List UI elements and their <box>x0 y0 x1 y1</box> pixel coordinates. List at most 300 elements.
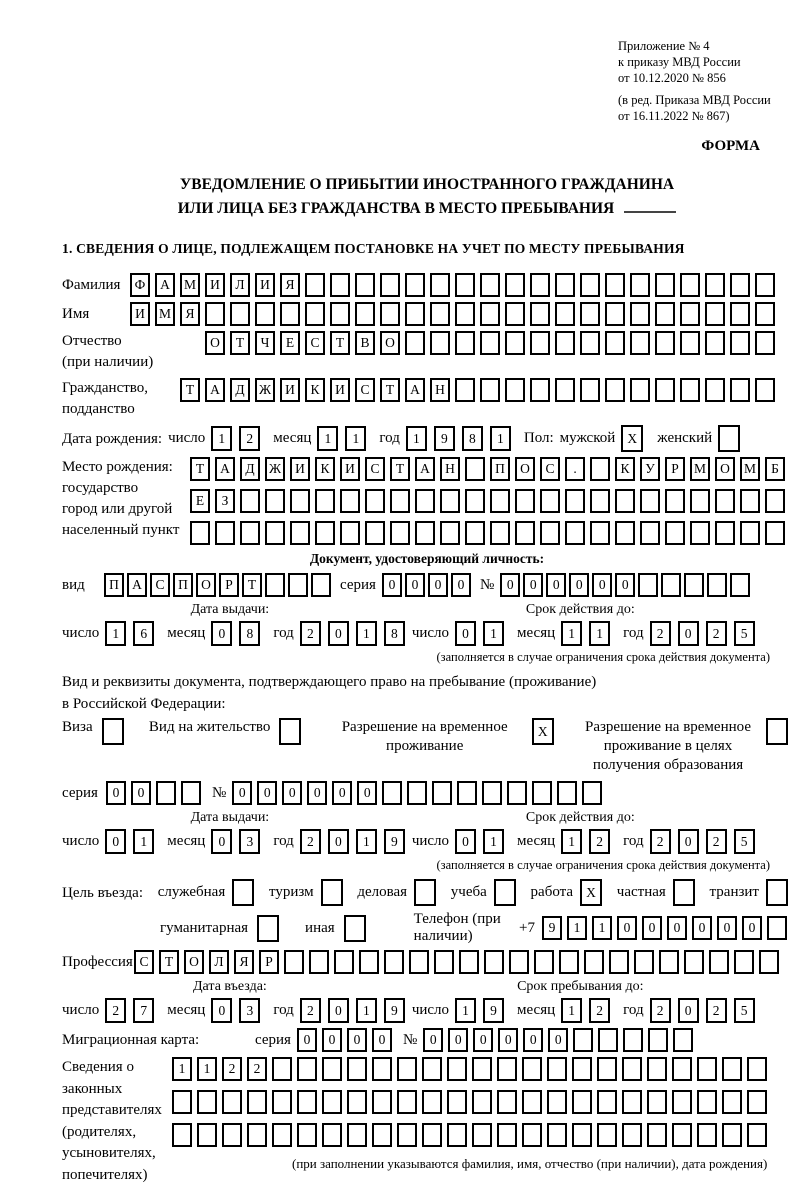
char-cell[interactable]: Я <box>180 302 200 326</box>
char-cell[interactable] <box>347 1057 367 1081</box>
char-cell[interactable]: 0 <box>678 998 699 1023</box>
char-cell[interactable]: И <box>330 378 350 402</box>
char-cell[interactable] <box>647 1090 667 1114</box>
char-cell[interactable] <box>440 521 460 545</box>
char-cell[interactable] <box>459 950 479 974</box>
char-cell[interactable] <box>222 1123 242 1147</box>
char-cell[interactable]: 0 <box>451 573 471 597</box>
char-cell[interactable]: А <box>415 457 435 481</box>
char-cell[interactable]: 9 <box>483 998 504 1023</box>
char-cell[interactable] <box>573 1028 593 1052</box>
char-cell[interactable] <box>240 521 260 545</box>
char-cell[interactable] <box>755 302 775 326</box>
char-cell[interactable] <box>405 331 425 355</box>
char-cell[interactable]: А <box>215 457 235 481</box>
char-cell[interactable] <box>380 302 400 326</box>
char-cell[interactable]: О <box>184 950 204 974</box>
char-cell[interactable] <box>455 302 475 326</box>
char-cell[interactable] <box>505 273 525 297</box>
char-cell[interactable] <box>555 378 575 402</box>
char-cell[interactable] <box>655 302 675 326</box>
char-cell[interactable]: 0 <box>617 916 637 940</box>
char-cell[interactable] <box>655 273 675 297</box>
char-cell[interactable]: 1 <box>105 621 126 646</box>
char-cell[interactable] <box>572 1123 592 1147</box>
char-cell[interactable] <box>440 489 460 513</box>
char-cell[interactable] <box>430 331 450 355</box>
char-cell[interactable]: . <box>565 457 585 481</box>
char-cell[interactable] <box>615 521 635 545</box>
char-cell[interactable] <box>434 950 454 974</box>
char-cell[interactable] <box>565 489 585 513</box>
char-cell[interactable] <box>309 950 329 974</box>
char-cell[interactable] <box>684 573 704 597</box>
char-cell[interactable] <box>322 1123 342 1147</box>
char-cell[interactable]: А <box>155 273 175 297</box>
char-cell[interactable]: Л <box>230 273 250 297</box>
char-cell[interactable] <box>497 1057 517 1081</box>
char-cell[interactable] <box>630 331 650 355</box>
char-cell[interactable]: 0 <box>211 998 232 1023</box>
char-cell[interactable] <box>765 521 785 545</box>
char-cell[interactable]: 9 <box>542 916 562 940</box>
char-cell[interactable] <box>730 302 750 326</box>
char-cell[interactable]: Т <box>230 331 250 355</box>
char-cell[interactable] <box>597 1057 617 1081</box>
char-cell[interactable]: 1 <box>406 426 427 451</box>
char-cell[interactable] <box>465 521 485 545</box>
char-cell[interactable]: 8 <box>239 621 260 646</box>
char-cell[interactable]: В <box>355 331 375 355</box>
char-cell[interactable] <box>334 950 354 974</box>
char-cell[interactable] <box>572 1090 592 1114</box>
char-cell[interactable] <box>705 331 725 355</box>
char-cell[interactable] <box>740 489 760 513</box>
char-cell[interactable] <box>384 950 404 974</box>
char-cell[interactable] <box>315 489 335 513</box>
char-cell[interactable] <box>697 1090 717 1114</box>
char-cell[interactable] <box>557 781 577 805</box>
char-cell[interactable]: 8 <box>384 621 405 646</box>
char-cell[interactable] <box>530 273 550 297</box>
char-cell[interactable]: Ж <box>255 378 275 402</box>
char-cell[interactable]: 1 <box>455 998 476 1023</box>
char-cell[interactable]: 0 <box>257 781 277 805</box>
checkbox-cell[interactable]: X <box>621 425 643 452</box>
char-cell[interactable] <box>747 1057 767 1081</box>
char-cell[interactable] <box>647 1057 667 1081</box>
char-cell[interactable] <box>580 273 600 297</box>
char-cell[interactable]: Д <box>230 378 250 402</box>
char-cell[interactable]: Т <box>242 573 262 597</box>
checkbox-cell[interactable] <box>279 718 301 745</box>
char-cell[interactable]: 0 <box>372 1028 392 1052</box>
char-cell[interactable] <box>747 1123 767 1147</box>
char-cell[interactable]: 2 <box>247 1057 267 1081</box>
char-cell[interactable] <box>290 521 310 545</box>
char-cell[interactable]: 2 <box>239 426 260 451</box>
char-cell[interactable]: 2 <box>706 998 727 1023</box>
char-cell[interactable] <box>622 1090 642 1114</box>
char-cell[interactable]: 0 <box>232 781 252 805</box>
char-cell[interactable] <box>272 1123 292 1147</box>
char-cell[interactable]: 1 <box>317 426 338 451</box>
char-cell[interactable] <box>355 273 375 297</box>
char-cell[interactable]: 0 <box>405 573 425 597</box>
char-cell[interactable] <box>430 302 450 326</box>
char-cell[interactable] <box>455 331 475 355</box>
char-cell[interactable] <box>640 521 660 545</box>
char-cell[interactable]: 0 <box>211 829 232 854</box>
char-cell[interactable]: И <box>255 273 275 297</box>
char-cell[interactable]: Е <box>280 331 300 355</box>
char-cell[interactable] <box>634 950 654 974</box>
char-cell[interactable]: 1 <box>490 426 511 451</box>
char-cell[interactable] <box>447 1057 467 1081</box>
char-cell[interactable] <box>690 489 710 513</box>
char-cell[interactable]: И <box>290 457 310 481</box>
char-cell[interactable] <box>205 302 225 326</box>
char-cell[interactable] <box>197 1090 217 1114</box>
char-cell[interactable] <box>222 1090 242 1114</box>
char-cell[interactable] <box>680 378 700 402</box>
char-cell[interactable]: 0 <box>282 781 302 805</box>
char-cell[interactable] <box>582 781 602 805</box>
char-cell[interactable] <box>580 302 600 326</box>
char-cell[interactable] <box>747 1090 767 1114</box>
char-cell[interactable] <box>365 521 385 545</box>
char-cell[interactable] <box>559 950 579 974</box>
char-cell[interactable] <box>330 273 350 297</box>
char-cell[interactable]: 0 <box>307 781 327 805</box>
char-cell[interactable] <box>623 1028 643 1052</box>
char-cell[interactable]: 1 <box>567 916 587 940</box>
char-cell[interactable]: 1 <box>345 426 366 451</box>
char-cell[interactable]: 9 <box>384 998 405 1023</box>
char-cell[interactable]: Е <box>190 489 210 513</box>
char-cell[interactable] <box>505 331 525 355</box>
char-cell[interactable] <box>630 273 650 297</box>
char-cell[interactable] <box>340 489 360 513</box>
char-cell[interactable] <box>156 781 176 805</box>
char-cell[interactable]: Д <box>240 457 260 481</box>
checkbox-cell[interactable] <box>673 879 695 906</box>
checkbox-cell[interactable]: X <box>532 718 554 745</box>
char-cell[interactable]: 2 <box>222 1057 242 1081</box>
char-cell[interactable]: 2 <box>300 829 321 854</box>
char-cell[interactable]: 0 <box>423 1028 443 1052</box>
char-cell[interactable] <box>472 1123 492 1147</box>
char-cell[interactable]: 0 <box>328 998 349 1023</box>
char-cell[interactable]: Ф <box>130 273 150 297</box>
char-cell[interactable]: И <box>130 302 150 326</box>
char-cell[interactable] <box>397 1123 417 1147</box>
char-cell[interactable]: 0 <box>692 916 712 940</box>
char-cell[interactable] <box>572 1057 592 1081</box>
char-cell[interactable]: 2 <box>650 829 671 854</box>
char-cell[interactable]: Л <box>209 950 229 974</box>
char-cell[interactable]: Я <box>234 950 254 974</box>
char-cell[interactable] <box>680 302 700 326</box>
char-cell[interactable]: С <box>134 950 154 974</box>
char-cell[interactable]: Н <box>430 378 450 402</box>
char-cell[interactable]: 9 <box>434 426 455 451</box>
char-cell[interactable] <box>722 1090 742 1114</box>
char-cell[interactable] <box>407 781 427 805</box>
char-cell[interactable]: 1 <box>589 621 610 646</box>
char-cell[interactable]: О <box>205 331 225 355</box>
char-cell[interactable] <box>532 781 552 805</box>
char-cell[interactable] <box>272 1090 292 1114</box>
char-cell[interactable] <box>680 273 700 297</box>
char-cell[interactable] <box>648 1028 668 1052</box>
char-cell[interactable]: 1 <box>561 621 582 646</box>
char-cell[interactable] <box>297 1057 317 1081</box>
char-cell[interactable]: 0 <box>642 916 662 940</box>
char-cell[interactable]: 0 <box>211 621 232 646</box>
char-cell[interactable]: 6 <box>133 621 154 646</box>
char-cell[interactable] <box>622 1123 642 1147</box>
char-cell[interactable]: С <box>355 378 375 402</box>
char-cell[interactable]: 1 <box>592 916 612 940</box>
char-cell[interactable]: Т <box>390 457 410 481</box>
char-cell[interactable] <box>340 521 360 545</box>
char-cell[interactable] <box>515 521 535 545</box>
char-cell[interactable] <box>355 302 375 326</box>
char-cell[interactable] <box>705 378 725 402</box>
char-cell[interactable]: П <box>104 573 124 597</box>
char-cell[interactable] <box>380 273 400 297</box>
char-cell[interactable]: 2 <box>589 998 610 1023</box>
checkbox-cell[interactable] <box>232 879 254 906</box>
char-cell[interactable] <box>597 1090 617 1114</box>
char-cell[interactable]: 0 <box>678 829 699 854</box>
char-cell[interactable] <box>673 1028 693 1052</box>
char-cell[interactable]: 0 <box>382 573 402 597</box>
char-cell[interactable]: 0 <box>347 1028 367 1052</box>
char-cell[interactable] <box>622 1057 642 1081</box>
checkbox-cell[interactable] <box>766 879 788 906</box>
char-cell[interactable] <box>505 302 525 326</box>
char-cell[interactable]: Ж <box>265 457 285 481</box>
char-cell[interactable] <box>722 1123 742 1147</box>
checkbox-cell[interactable] <box>414 879 436 906</box>
char-cell[interactable] <box>605 331 625 355</box>
char-cell[interactable] <box>347 1123 367 1147</box>
char-cell[interactable] <box>690 521 710 545</box>
char-cell[interactable]: 0 <box>500 573 520 597</box>
char-cell[interactable] <box>490 521 510 545</box>
char-cell[interactable]: 0 <box>667 916 687 940</box>
char-cell[interactable] <box>390 521 410 545</box>
char-cell[interactable]: 0 <box>569 573 589 597</box>
char-cell[interactable] <box>730 378 750 402</box>
char-cell[interactable] <box>415 489 435 513</box>
char-cell[interactable]: 0 <box>105 829 126 854</box>
char-cell[interactable] <box>288 573 308 597</box>
char-cell[interactable] <box>197 1123 217 1147</box>
char-cell[interactable] <box>697 1057 717 1081</box>
char-cell[interactable]: 1 <box>172 1057 192 1081</box>
char-cell[interactable]: 2 <box>706 621 727 646</box>
char-cell[interactable] <box>609 950 629 974</box>
char-cell[interactable] <box>265 489 285 513</box>
char-cell[interactable] <box>190 521 210 545</box>
char-cell[interactable] <box>522 1057 542 1081</box>
char-cell[interactable] <box>359 950 379 974</box>
char-cell[interactable] <box>480 378 500 402</box>
char-cell[interactable] <box>630 302 650 326</box>
char-cell[interactable]: 0 <box>548 1028 568 1052</box>
char-cell[interactable] <box>534 950 554 974</box>
char-cell[interactable]: О <box>715 457 735 481</box>
char-cell[interactable] <box>709 950 729 974</box>
char-cell[interactable]: К <box>305 378 325 402</box>
char-cell[interactable] <box>684 950 704 974</box>
char-cell[interactable]: 9 <box>384 829 405 854</box>
char-cell[interactable]: Р <box>219 573 239 597</box>
char-cell[interactable]: 1 <box>211 426 232 451</box>
char-cell[interactable]: 5 <box>734 998 755 1023</box>
char-cell[interactable] <box>705 273 725 297</box>
char-cell[interactable] <box>372 1090 392 1114</box>
char-cell[interactable] <box>480 331 500 355</box>
char-cell[interactable]: 0 <box>678 621 699 646</box>
char-cell[interactable]: С <box>365 457 385 481</box>
char-cell[interactable]: 1 <box>561 998 582 1023</box>
char-cell[interactable] <box>315 521 335 545</box>
char-cell[interactable] <box>482 781 502 805</box>
char-cell[interactable] <box>215 521 235 545</box>
char-cell[interactable]: 1 <box>133 829 154 854</box>
char-cell[interactable] <box>181 781 201 805</box>
char-cell[interactable]: Т <box>190 457 210 481</box>
char-cell[interactable]: 2 <box>706 829 727 854</box>
char-cell[interactable]: К <box>315 457 335 481</box>
char-cell[interactable]: Т <box>330 331 350 355</box>
char-cell[interactable] <box>330 302 350 326</box>
char-cell[interactable] <box>405 273 425 297</box>
char-cell[interactable] <box>665 489 685 513</box>
char-cell[interactable] <box>515 489 535 513</box>
char-cell[interactable]: 2 <box>650 621 671 646</box>
char-cell[interactable] <box>767 916 787 940</box>
title-blank-underline[interactable] <box>624 211 676 213</box>
char-cell[interactable] <box>565 521 585 545</box>
char-cell[interactable] <box>490 489 510 513</box>
char-cell[interactable]: 3 <box>239 829 260 854</box>
char-cell[interactable] <box>280 302 300 326</box>
char-cell[interactable]: 0 <box>498 1028 518 1052</box>
char-cell[interactable] <box>590 457 610 481</box>
char-cell[interactable]: 0 <box>592 573 612 597</box>
char-cell[interactable]: 0 <box>523 1028 543 1052</box>
char-cell[interactable] <box>580 378 600 402</box>
char-cell[interactable]: А <box>205 378 225 402</box>
char-cell[interactable]: У <box>640 457 660 481</box>
char-cell[interactable] <box>422 1057 442 1081</box>
char-cell[interactable] <box>530 331 550 355</box>
char-cell[interactable] <box>172 1090 192 1114</box>
char-cell[interactable] <box>382 781 402 805</box>
char-cell[interactable] <box>372 1123 392 1147</box>
char-cell[interactable] <box>730 573 750 597</box>
char-cell[interactable]: Т <box>380 378 400 402</box>
char-cell[interactable]: 0 <box>523 573 543 597</box>
char-cell[interactable] <box>465 489 485 513</box>
char-cell[interactable] <box>555 273 575 297</box>
char-cell[interactable] <box>305 273 325 297</box>
char-cell[interactable] <box>447 1090 467 1114</box>
char-cell[interactable] <box>547 1057 567 1081</box>
char-cell[interactable] <box>722 1057 742 1081</box>
char-cell[interactable]: 1 <box>483 829 504 854</box>
char-cell[interactable]: 1 <box>356 998 377 1023</box>
char-cell[interactable] <box>759 950 779 974</box>
char-cell[interactable] <box>409 950 429 974</box>
char-cell[interactable] <box>497 1090 517 1114</box>
char-cell[interactable]: 5 <box>734 621 755 646</box>
char-cell[interactable]: М <box>690 457 710 481</box>
char-cell[interactable] <box>247 1123 267 1147</box>
char-cell[interactable] <box>480 273 500 297</box>
char-cell[interactable] <box>507 781 527 805</box>
char-cell[interactable]: Б <box>765 457 785 481</box>
char-cell[interactable] <box>580 331 600 355</box>
char-cell[interactable] <box>397 1090 417 1114</box>
char-cell[interactable] <box>472 1090 492 1114</box>
char-cell[interactable]: К <box>615 457 635 481</box>
char-cell[interactable]: 0 <box>615 573 635 597</box>
char-cell[interactable] <box>311 573 331 597</box>
char-cell[interactable] <box>432 781 452 805</box>
char-cell[interactable] <box>422 1123 442 1147</box>
char-cell[interactable] <box>240 489 260 513</box>
char-cell[interactable]: 0 <box>448 1028 468 1052</box>
char-cell[interactable] <box>509 950 529 974</box>
char-cell[interactable] <box>638 573 658 597</box>
char-cell[interactable] <box>540 489 560 513</box>
char-cell[interactable] <box>365 489 385 513</box>
char-cell[interactable] <box>290 489 310 513</box>
checkbox-cell[interactable] <box>494 879 516 906</box>
char-cell[interactable]: 0 <box>322 1028 342 1052</box>
char-cell[interactable] <box>247 1090 267 1114</box>
char-cell[interactable]: 1 <box>356 829 377 854</box>
char-cell[interactable] <box>540 521 560 545</box>
char-cell[interactable] <box>547 1090 567 1114</box>
char-cell[interactable] <box>615 489 635 513</box>
char-cell[interactable]: А <box>405 378 425 402</box>
char-cell[interactable]: 2 <box>650 998 671 1023</box>
char-cell[interactable] <box>265 521 285 545</box>
char-cell[interactable] <box>455 378 475 402</box>
char-cell[interactable] <box>647 1123 667 1147</box>
char-cell[interactable]: 1 <box>483 621 504 646</box>
char-cell[interactable] <box>672 1090 692 1114</box>
char-cell[interactable] <box>680 331 700 355</box>
checkbox-cell[interactable]: X <box>580 879 602 906</box>
char-cell[interactable]: 2 <box>300 621 321 646</box>
char-cell[interactable]: С <box>540 457 560 481</box>
char-cell[interactable] <box>715 489 735 513</box>
char-cell[interactable]: 0 <box>546 573 566 597</box>
char-cell[interactable]: Т <box>180 378 200 402</box>
char-cell[interactable] <box>284 950 304 974</box>
char-cell[interactable] <box>697 1123 717 1147</box>
char-cell[interactable]: 0 <box>742 916 762 940</box>
char-cell[interactable] <box>484 950 504 974</box>
